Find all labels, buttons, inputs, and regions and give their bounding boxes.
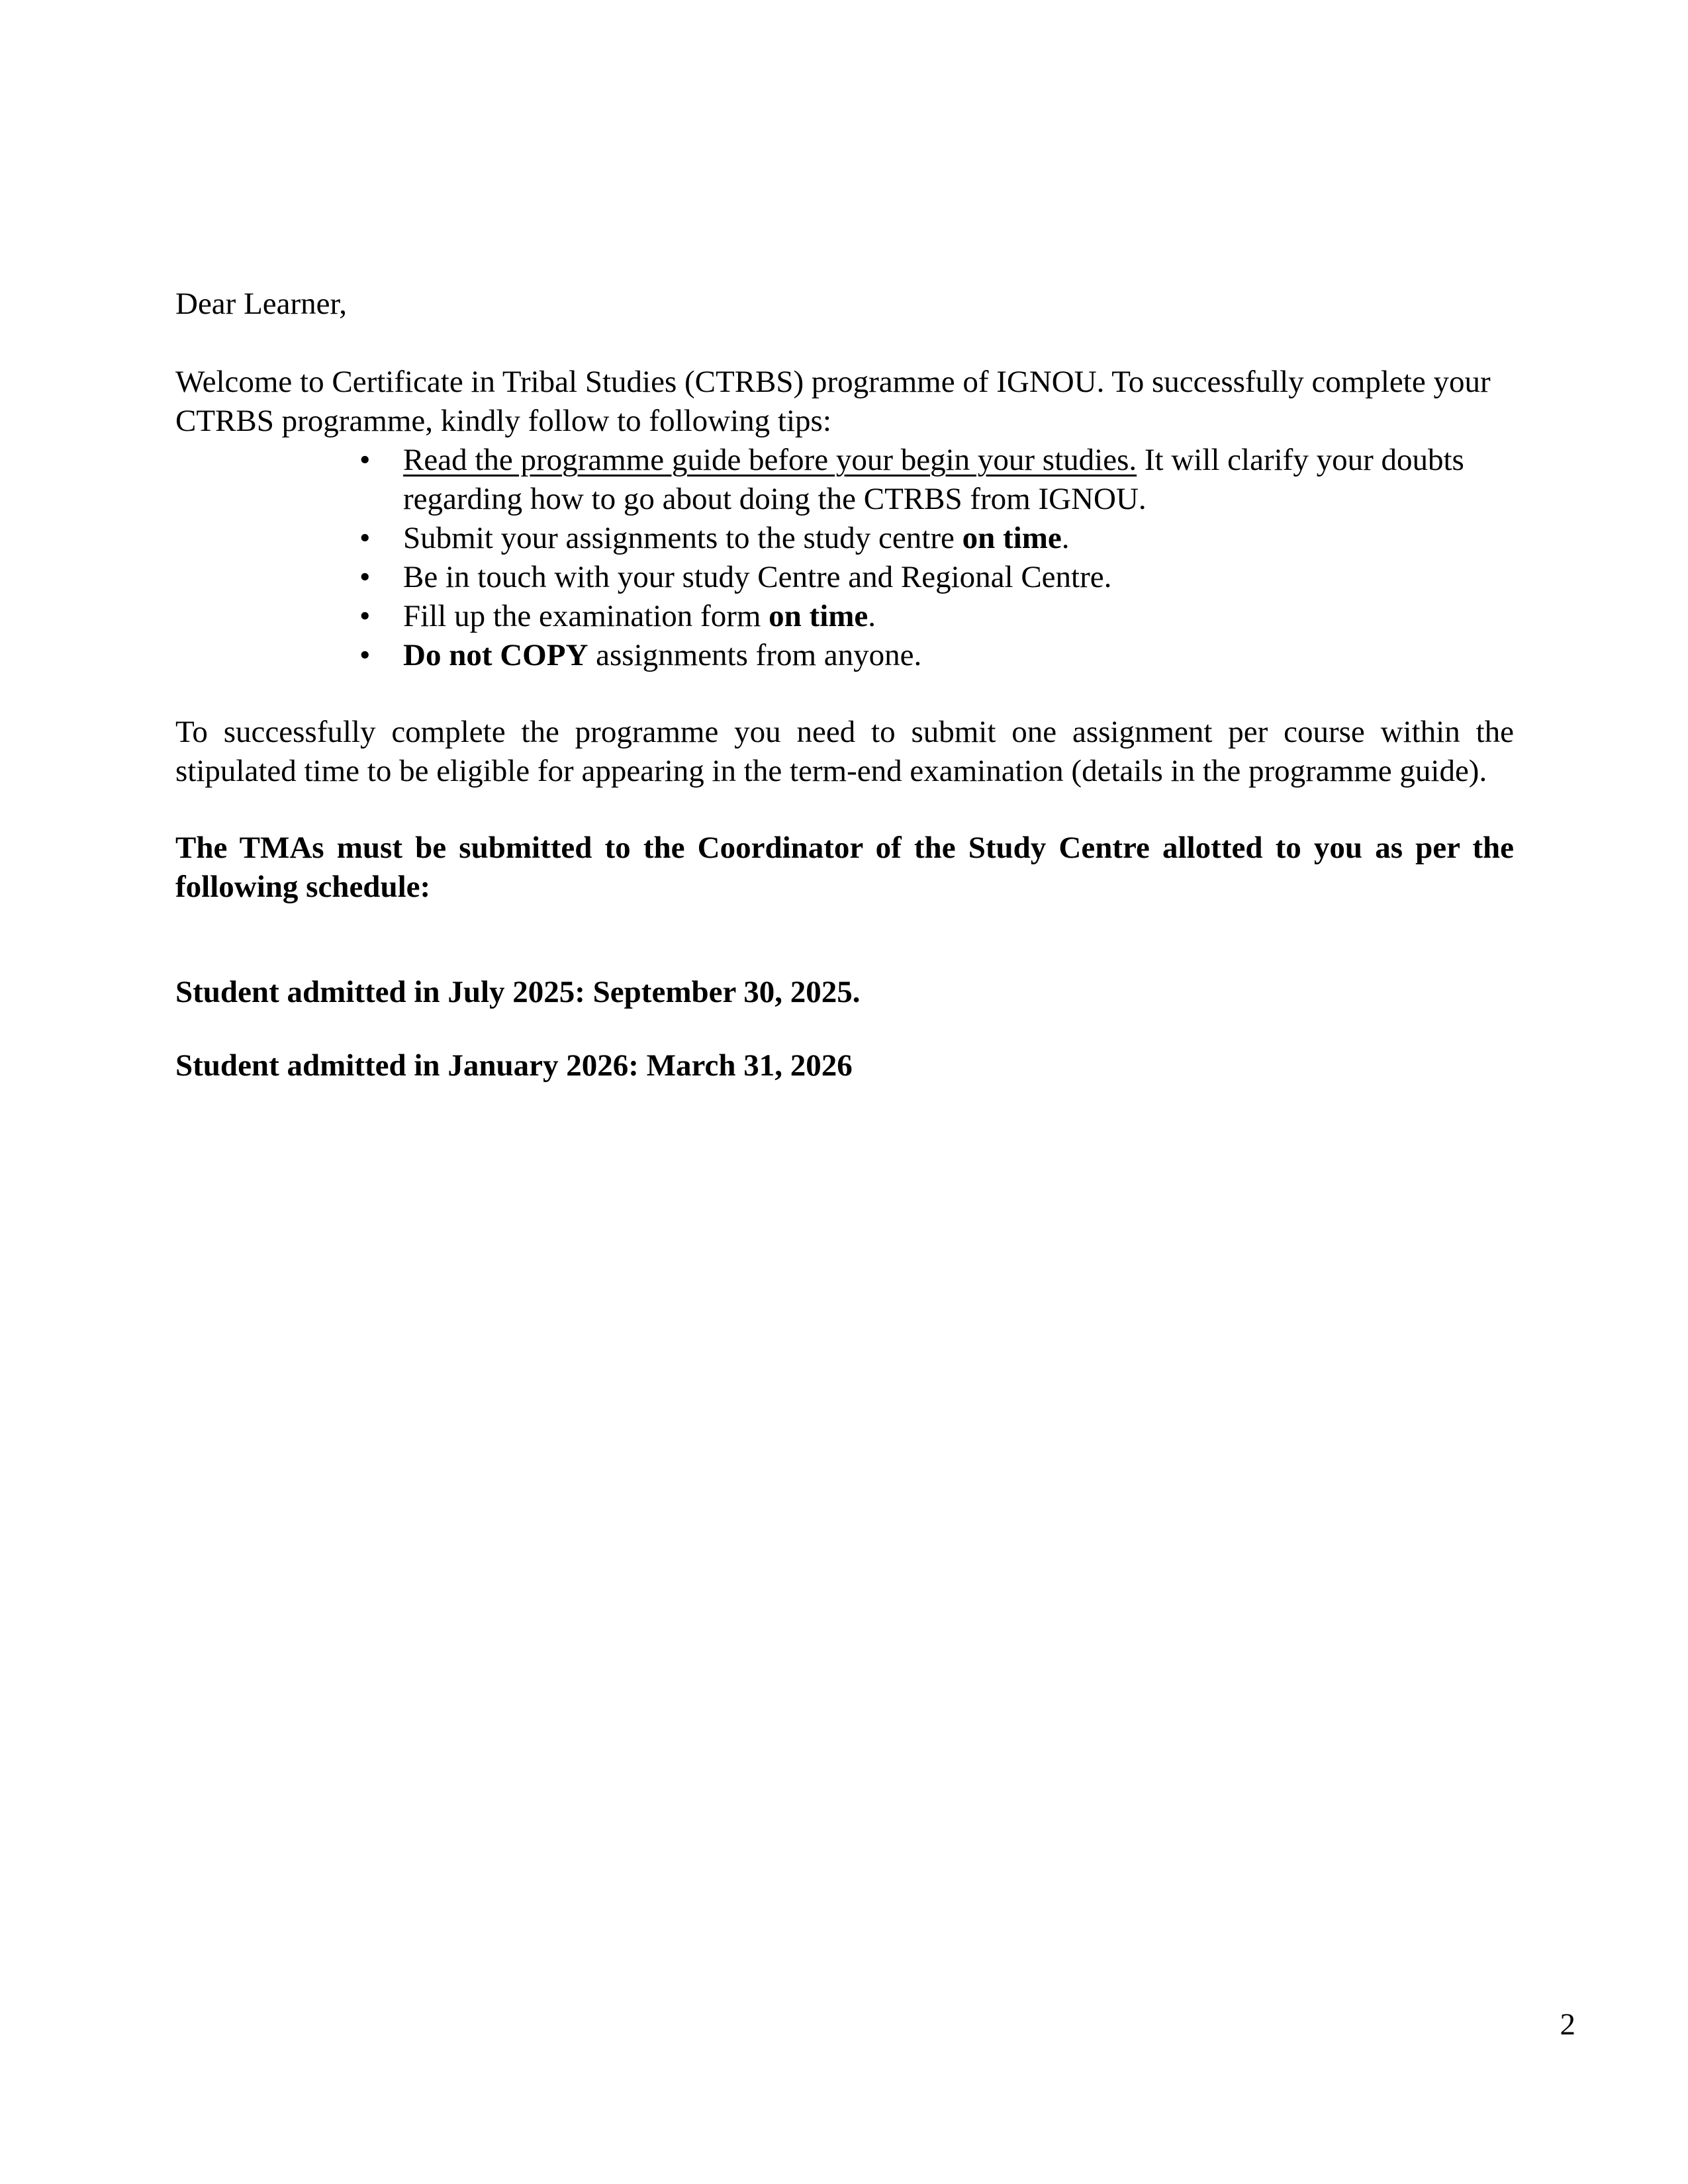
salutation: Dear Learner, (175, 287, 348, 321)
page-number: 2 (1560, 2007, 1575, 2042)
bullet-icon: • (359, 443, 371, 477)
list-item-text-post: assignments from anyone. (588, 638, 922, 672)
bullet-icon: • (359, 599, 371, 633)
list-item-text-rest: It will clarify your doubts regarding how to go about doing the CTRBS from IGNOU. (403, 443, 1464, 516)
list-item (359, 519, 1514, 558)
list-item (359, 636, 1514, 675)
list-item-text-pre: Fill up the examination form (403, 599, 769, 633)
bullet-icon: • (359, 638, 371, 672)
tma-schedule-paragraph: The TMAs must be submitted to the Coordinator of the Study Centre allotted to you as per the following schedule: (175, 831, 1514, 904)
list-item (359, 597, 1514, 636)
list-item-text (403, 519, 1514, 558)
bullet-icon: • (359, 560, 371, 594)
submission-paragraph: To successfully complete the programme you need to submit one assignment per course within the stipulated time to be eligible for appearing in the term-end examination (details in the programme guide). (175, 715, 1514, 788)
bold-text: Do not COPY (403, 638, 588, 672)
underlined-text: Read the programme guide before your begin your studies. (403, 443, 1137, 477)
list-item (359, 558, 1514, 597)
list-item-text-post: . (1061, 521, 1070, 555)
tips-list (359, 441, 1514, 675)
bullet-icon: • (359, 521, 371, 555)
bold-text: on time (962, 521, 1062, 555)
bold-text: on time (769, 599, 868, 633)
list-item-text-pre: Submit your assignments to the study centre (403, 521, 962, 555)
letter-body (175, 285, 1514, 1085)
list-item-text (403, 636, 1514, 675)
list-item-text (403, 597, 1514, 636)
schedule-july-line: Student admitted in July 2025: September 30, 2025. (175, 975, 861, 1009)
list-item-text (403, 441, 1514, 519)
list-item-text: Be in touch with your study Centre and Regional Centre. (403, 560, 1112, 594)
list-item (359, 441, 1514, 519)
list-item-text-post: . (868, 599, 876, 633)
intro-paragraph: Welcome to Certificate in Tribal Studies (CTRBS) programme of IGNOU. To successfully complete your CTRBS programme, kindly follow to following tips: (175, 365, 1491, 438)
schedule-january-line: Student admitted in January 2026: March 31, 2026 (175, 1048, 853, 1083)
